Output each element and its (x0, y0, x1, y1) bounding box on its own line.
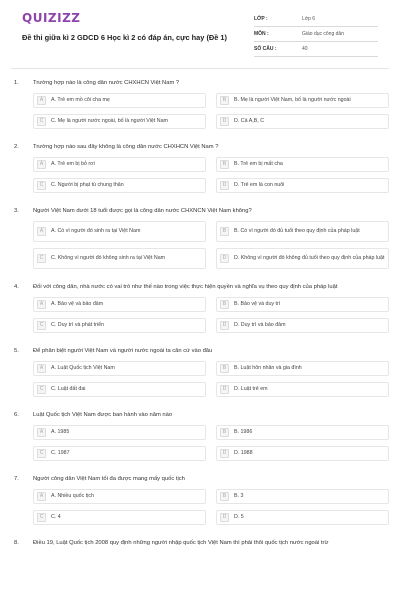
question-list (11, 79, 389, 547)
question-text: Điều 19, Luật Quốc tịch 2008 quy định những người nhập quốc tịch Việt Nam thì phải thôi quốc tịch nước ngoài trừ (33, 540, 329, 546)
option-text: A. Trẻ em bị bỏ rơi (51, 161, 95, 167)
question-text: Trường hợp nào sau đây không là công dân nước CHXHCN Việt Nam ? (33, 144, 219, 150)
answer-option-a[interactable] (33, 157, 206, 172)
option-letter-badge: A (37, 492, 46, 501)
option-letter-badge: D (220, 117, 229, 126)
meta-table (254, 12, 378, 57)
question-number: 3. (14, 208, 19, 214)
option-letter-badge: B (220, 300, 229, 309)
option-letter-badge: D (220, 321, 229, 330)
question-3 (11, 207, 389, 269)
option-letter-badge: D (220, 385, 229, 394)
option-letter-badge: A (37, 96, 46, 105)
option-text: B. Mẹ là người Việt Nam, bố là người nước ngoài (234, 97, 351, 103)
option-text: C. Người bị phạt tù chung thân (51, 182, 124, 188)
question-number: 1. (14, 80, 19, 86)
option-text: D. Luật trẻ em (234, 386, 268, 392)
question-4 (11, 283, 389, 333)
option-text: C. Duy trì và phát triển (51, 322, 104, 328)
question-number: 2. (14, 144, 19, 150)
option-text: D. 1988 (234, 450, 253, 456)
option-letter-badge: B (220, 227, 229, 236)
question-6 (11, 411, 389, 461)
option-text: B. Trẻ em bị mất cha (234, 161, 283, 167)
option-text: A. Trẻ em mồ côi cha mẹ (51, 97, 110, 103)
meta-label: SỐ CÂU : (254, 46, 277, 52)
answer-options (11, 93, 389, 129)
meta-row-subject (254, 27, 378, 42)
option-text: C. Không vì người đó không sinh ra tại Việt Nam (51, 255, 166, 261)
option-letter-badge: B (220, 364, 229, 373)
answer-option-b[interactable] (216, 221, 389, 242)
quizizz-logo: QUIZIZZ (22, 11, 81, 25)
answer-option-b[interactable] (216, 361, 389, 376)
option-text: C. 4 (51, 514, 61, 520)
question-header (11, 207, 389, 215)
option-letter-badge: C (37, 449, 46, 458)
answer-option-d[interactable] (216, 248, 389, 269)
answer-option-b[interactable] (216, 93, 389, 108)
option-text: D. Cả A,B, C (234, 118, 265, 124)
answer-option-b[interactable] (216, 157, 389, 172)
question-header (11, 475, 389, 483)
option-text: B. Có vì người đó đủ tuổi theo quy định của pháp luật (234, 228, 360, 234)
option-text: A. Luật Quốc tịch Việt Nam (51, 365, 115, 371)
answer-option-a[interactable] (33, 489, 206, 504)
question-number: 6. (14, 412, 19, 418)
answer-options (11, 425, 389, 461)
option-text: A. Nhiều quốc tịch (51, 493, 94, 499)
option-letter-badge: C (37, 513, 46, 522)
option-text: B. Bảo vệ và duy trì (234, 301, 281, 307)
meta-label: LỚP : (254, 16, 268, 22)
worksheet-header (11, 0, 389, 64)
question-number: 5. (14, 348, 19, 354)
question-text: Người Việt Nam dưới 18 tuổi được gọi là công dân nước CHXNCN Việt Nam không? (33, 208, 252, 214)
question-number: 8. (14, 540, 19, 546)
option-letter-badge: C (37, 181, 46, 190)
answer-option-d[interactable] (216, 318, 389, 333)
question-header (11, 79, 389, 87)
question-text: Trường hợp nào là công dân nước CHXHCN Việt Nam ? (33, 80, 180, 86)
option-text: A. 1985 (51, 429, 70, 435)
option-letter-badge: D (220, 254, 229, 263)
meta-value: Giáo dục công dân (302, 31, 344, 37)
option-letter-badge: B (220, 492, 229, 501)
answer-option-a[interactable] (33, 425, 206, 440)
answer-option-c[interactable] (33, 318, 206, 333)
option-letter-badge: A (37, 428, 46, 437)
option-letter-badge: A (37, 160, 46, 169)
answer-options (11, 297, 389, 333)
answer-option-d[interactable] (216, 178, 389, 193)
answer-option-d[interactable] (216, 510, 389, 525)
option-letter-badge: C (37, 254, 46, 263)
option-letter-badge: C (37, 385, 46, 394)
option-text: A. Có vì người đó sinh ra tại Việt Nam (51, 228, 141, 234)
option-text: C. Luật đất đai (51, 386, 86, 392)
answer-option-c[interactable] (33, 382, 206, 397)
option-letter-badge: B (220, 96, 229, 105)
meta-label: MÔN : (254, 31, 269, 37)
question-number: 4. (14, 284, 19, 290)
answer-option-c[interactable] (33, 114, 206, 129)
option-letter-badge: B (220, 160, 229, 169)
question-text: Đối với công dân, nhà nước có vai trò như thế nào trong việc thực hiện quyền và nghĩa vụ theo quy định của pháp luật (33, 284, 338, 290)
question-text: Người công dân Việt Nam tối đa được mang mấy quốc tịch (33, 476, 185, 482)
option-text: D. Không vì người đó không đủ tuổi theo quy định của pháp luật (234, 255, 385, 261)
answer-option-d[interactable] (216, 114, 389, 129)
header-divider (11, 68, 389, 69)
option-text: D. Duy trì và bảo đảm (234, 322, 286, 328)
answer-option-a[interactable] (33, 221, 206, 242)
answer-options (11, 221, 389, 269)
question-text: Luật Quốc tịch Việt Nam được ban hành vào năm nào (33, 412, 173, 418)
answer-option-c[interactable] (33, 510, 206, 525)
option-text: B. 3 (234, 493, 244, 499)
question-header (11, 143, 389, 151)
question-2 (11, 143, 389, 193)
answer-option-c[interactable] (33, 178, 206, 193)
answer-option-c[interactable] (33, 248, 206, 269)
answer-option-d[interactable] (216, 446, 389, 461)
option-letter-badge: A (37, 300, 46, 309)
question-header (11, 539, 389, 547)
question-header (11, 411, 389, 419)
question-1 (11, 79, 389, 129)
option-text: A. Bảo vệ và bảo đảm (51, 301, 104, 307)
answer-options (11, 361, 389, 397)
worksheet-title: Đề thi giữa kì 2 GDCD 6 Học kì 2 có đáp án, cực hay (Đề 1) (22, 33, 227, 42)
answer-options (11, 157, 389, 193)
option-letter-badge: D (220, 513, 229, 522)
answer-option-c[interactable] (33, 446, 206, 461)
question-header (11, 347, 389, 355)
option-letter-badge: D (220, 181, 229, 190)
option-text: D. Trẻ em là con nuôi (234, 182, 285, 188)
option-letter-badge: B (220, 428, 229, 437)
meta-value: 40 (302, 46, 308, 52)
option-text: C. 1987 (51, 450, 70, 456)
option-text: C. Mẹ là người nước ngoài, bố là người Việt Nam (51, 118, 168, 124)
answer-option-b[interactable] (216, 425, 389, 440)
question-8 (11, 539, 389, 547)
answer-option-a[interactable] (33, 93, 206, 108)
option-text: B. 1986 (234, 429, 253, 435)
answer-option-a[interactable] (33, 361, 206, 376)
answer-option-b[interactable] (216, 489, 389, 504)
answer-options (11, 489, 389, 525)
question-7 (11, 475, 389, 525)
question-number: 7. (14, 476, 19, 482)
meta-row-count (254, 42, 378, 57)
question-5 (11, 347, 389, 397)
answer-option-a[interactable] (33, 297, 206, 312)
answer-option-b[interactable] (216, 297, 389, 312)
option-letter-badge: C (37, 321, 46, 330)
question-text: Để phân biệt người Việt Nam và người nước ngoài ta căn cứ vào đâu (33, 348, 213, 354)
meta-value: Lớp 6 (302, 16, 316, 22)
option-letter-badge: A (37, 364, 46, 373)
answer-option-d[interactable] (216, 382, 389, 397)
option-text: B. Luật hôn nhân và gia đình (234, 365, 302, 371)
option-letter-badge: D (220, 449, 229, 458)
option-text: D. 5 (234, 514, 244, 520)
question-header (11, 283, 389, 291)
option-letter-badge: C (37, 117, 46, 126)
option-letter-badge: A (37, 227, 46, 236)
meta-row-class (254, 12, 378, 27)
